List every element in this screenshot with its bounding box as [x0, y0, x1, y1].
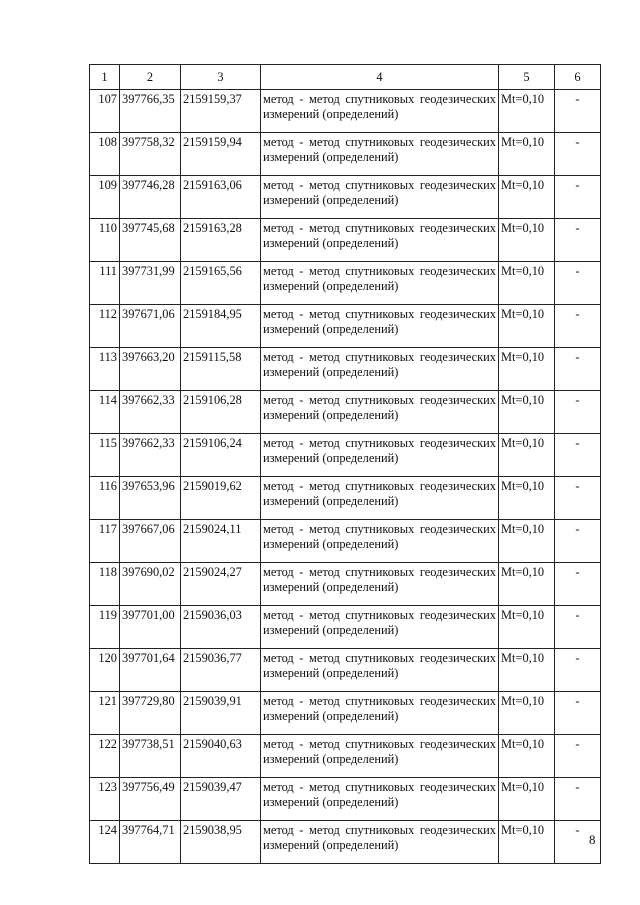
cell-accuracy: Mt=0,10 [499, 262, 555, 305]
table-row [90, 563, 601, 606]
cell-point-number: 109 [90, 176, 120, 219]
cell-note: - [555, 434, 601, 477]
cell-point-number: 119 [90, 606, 120, 649]
cell-note: - [555, 391, 601, 434]
cell-note: - [555, 477, 601, 520]
cell-accuracy: Mt=0,10 [499, 348, 555, 391]
cell-method: метод - метод спутниковых геодезических измерений (определений) [261, 176, 499, 219]
cell-note: - [555, 219, 601, 262]
cell-note: - [555, 133, 601, 176]
cell-method: метод - метод спутниковых геодезических измерений (определений) [261, 778, 499, 821]
cell-point-number: 107 [90, 90, 120, 133]
cell-method: метод - метод спутниковых геодезических измерений (определений) [261, 219, 499, 262]
cell-point-number: 110 [90, 219, 120, 262]
cell-note: - [555, 348, 601, 391]
table-row [90, 90, 601, 133]
cell-x-coordinate: 397662,33 [120, 434, 181, 477]
cell-x-coordinate: 397671,06 [120, 305, 181, 348]
table-row [90, 262, 601, 305]
cell-accuracy: Mt=0,10 [499, 176, 555, 219]
cell-point-number: 122 [90, 735, 120, 778]
cell-point-number: 115 [90, 434, 120, 477]
cell-accuracy: Mt=0,10 [499, 563, 555, 606]
cell-y-coordinate: 2159024,27 [181, 563, 261, 606]
cell-y-coordinate: 2159019,62 [181, 477, 261, 520]
cell-note: - [555, 305, 601, 348]
cell-accuracy: Mt=0,10 [499, 778, 555, 821]
cell-method: метод - метод спутниковых геодезических измерений (определений) [261, 133, 499, 176]
header-row [90, 65, 601, 90]
cell-y-coordinate: 2159159,37 [181, 90, 261, 133]
table-row [90, 434, 601, 477]
cell-x-coordinate: 397729,80 [120, 692, 181, 735]
cell-point-number: 123 [90, 778, 120, 821]
coordinates-table [89, 64, 601, 864]
cell-y-coordinate: 2159024,11 [181, 520, 261, 563]
cell-point-number: 113 [90, 348, 120, 391]
cell-method: метод - метод спутниковых геодезических измерений (определений) [261, 434, 499, 477]
cell-y-coordinate: 2159039,91 [181, 692, 261, 735]
cell-x-coordinate: 397746,28 [120, 176, 181, 219]
cell-method: метод - метод спутниковых геодезических измерений (определений) [261, 606, 499, 649]
cell-x-coordinate: 397690,02 [120, 563, 181, 606]
cell-x-coordinate: 397667,06 [120, 520, 181, 563]
cell-accuracy: Mt=0,10 [499, 692, 555, 735]
cell-accuracy: Mt=0,10 [499, 477, 555, 520]
cell-point-number: 108 [90, 133, 120, 176]
cell-point-number: 112 [90, 305, 120, 348]
table-row [90, 176, 601, 219]
cell-y-coordinate: 2159163,06 [181, 176, 261, 219]
table-row [90, 821, 601, 864]
cell-point-number: 114 [90, 391, 120, 434]
table-row [90, 477, 601, 520]
cell-y-coordinate: 2159036,77 [181, 649, 261, 692]
cell-y-coordinate: 2159038,95 [181, 821, 261, 864]
page-number: 8 [589, 832, 596, 847]
cell-y-coordinate: 2159040,63 [181, 735, 261, 778]
cell-x-coordinate: 397756,49 [120, 778, 181, 821]
table-row [90, 649, 601, 692]
table-body [90, 90, 601, 864]
cell-accuracy: Mt=0,10 [499, 606, 555, 649]
cell-point-number: 118 [90, 563, 120, 606]
cell-x-coordinate: 397731,99 [120, 262, 181, 305]
table-row [90, 391, 601, 434]
table-row [90, 133, 601, 176]
cell-method: метод - метод спутниковых геодезических измерений (определений) [261, 305, 499, 348]
cell-point-number: 111 [90, 262, 120, 305]
table-row [90, 219, 601, 262]
cell-x-coordinate: 397701,00 [120, 606, 181, 649]
cell-x-coordinate: 397662,33 [120, 391, 181, 434]
cell-y-coordinate: 2159036,03 [181, 606, 261, 649]
cell-method: метод - метод спутниковых геодезических измерений (определений) [261, 391, 499, 434]
header-col-6: 6 [555, 65, 601, 90]
header-col-2: 2 [120, 65, 181, 90]
cell-y-coordinate: 2159039,47 [181, 778, 261, 821]
cell-method: метод - метод спутниковых геодезических измерений (определений) [261, 477, 499, 520]
cell-y-coordinate: 2159106,28 [181, 391, 261, 434]
table-row [90, 305, 601, 348]
cell-accuracy: Mt=0,10 [499, 305, 555, 348]
cell-note: - [555, 520, 601, 563]
table-row [90, 520, 601, 563]
cell-method: метод - метод спутниковых геодезических измерений (определений) [261, 649, 499, 692]
table-row [90, 778, 601, 821]
cell-x-coordinate: 397758,32 [120, 133, 181, 176]
cell-accuracy: Mt=0,10 [499, 391, 555, 434]
cell-note: - [555, 821, 601, 864]
cell-accuracy: Mt=0,10 [499, 735, 555, 778]
cell-x-coordinate: 397663,20 [120, 348, 181, 391]
header-col-4: 4 [261, 65, 499, 90]
cell-point-number: 121 [90, 692, 120, 735]
cell-note: - [555, 735, 601, 778]
cell-method: метод - метод спутниковых геодезических измерений (определений) [261, 735, 499, 778]
cell-point-number: 117 [90, 520, 120, 563]
cell-x-coordinate: 397764,71 [120, 821, 181, 864]
cell-method: метод - метод спутниковых геодезических измерений (определений) [261, 563, 499, 606]
cell-accuracy: Mt=0,10 [499, 219, 555, 262]
table-row [90, 735, 601, 778]
cell-point-number: 120 [90, 649, 120, 692]
cell-accuracy: Mt=0,10 [499, 90, 555, 133]
cell-x-coordinate: 397766,35 [120, 90, 181, 133]
cell-method: метод - метод спутниковых геодезических измерений (определений) [261, 348, 499, 391]
cell-x-coordinate: 397745,68 [120, 219, 181, 262]
cell-note: - [555, 692, 601, 735]
cell-y-coordinate: 2159106,24 [181, 434, 261, 477]
cell-accuracy: Mt=0,10 [499, 520, 555, 563]
cell-note: - [555, 176, 601, 219]
header-col-1: 1 [90, 65, 120, 90]
header-col-5: 5 [499, 65, 555, 90]
header-col-3: 3 [181, 65, 261, 90]
cell-note: - [555, 606, 601, 649]
cell-method: метод - метод спутниковых геодезических измерений (определений) [261, 262, 499, 305]
cell-y-coordinate: 2159159,94 [181, 133, 261, 176]
cell-x-coordinate: 397701,64 [120, 649, 181, 692]
cell-point-number: 116 [90, 477, 120, 520]
cell-note: - [555, 90, 601, 133]
cell-y-coordinate: 2159184,95 [181, 305, 261, 348]
table-row [90, 348, 601, 391]
cell-accuracy: Mt=0,10 [499, 133, 555, 176]
cell-x-coordinate: 397653,96 [120, 477, 181, 520]
table-row [90, 606, 601, 649]
cell-accuracy: Mt=0,10 [499, 434, 555, 477]
cell-method: метод - метод спутниковых геодезических измерений (определений) [261, 692, 499, 735]
cell-accuracy: Mt=0,10 [499, 821, 555, 864]
table-row [90, 692, 601, 735]
table-header [90, 65, 601, 90]
cell-y-coordinate: 2159115,58 [181, 348, 261, 391]
cell-method: метод - метод спутниковых геодезических измерений (определений) [261, 821, 499, 864]
cell-point-number: 124 [90, 821, 120, 864]
cell-y-coordinate: 2159163,28 [181, 219, 261, 262]
cell-note: - [555, 262, 601, 305]
cell-note: - [555, 563, 601, 606]
cell-accuracy: Mt=0,10 [499, 649, 555, 692]
cell-y-coordinate: 2159165,56 [181, 262, 261, 305]
cell-method: метод - метод спутниковых геодезических измерений (определений) [261, 520, 499, 563]
cell-method: метод - метод спутниковых геодезических измерений (определений) [261, 90, 499, 133]
cell-note: - [555, 778, 601, 821]
cell-x-coordinate: 397738,51 [120, 735, 181, 778]
cell-note: - [555, 649, 601, 692]
